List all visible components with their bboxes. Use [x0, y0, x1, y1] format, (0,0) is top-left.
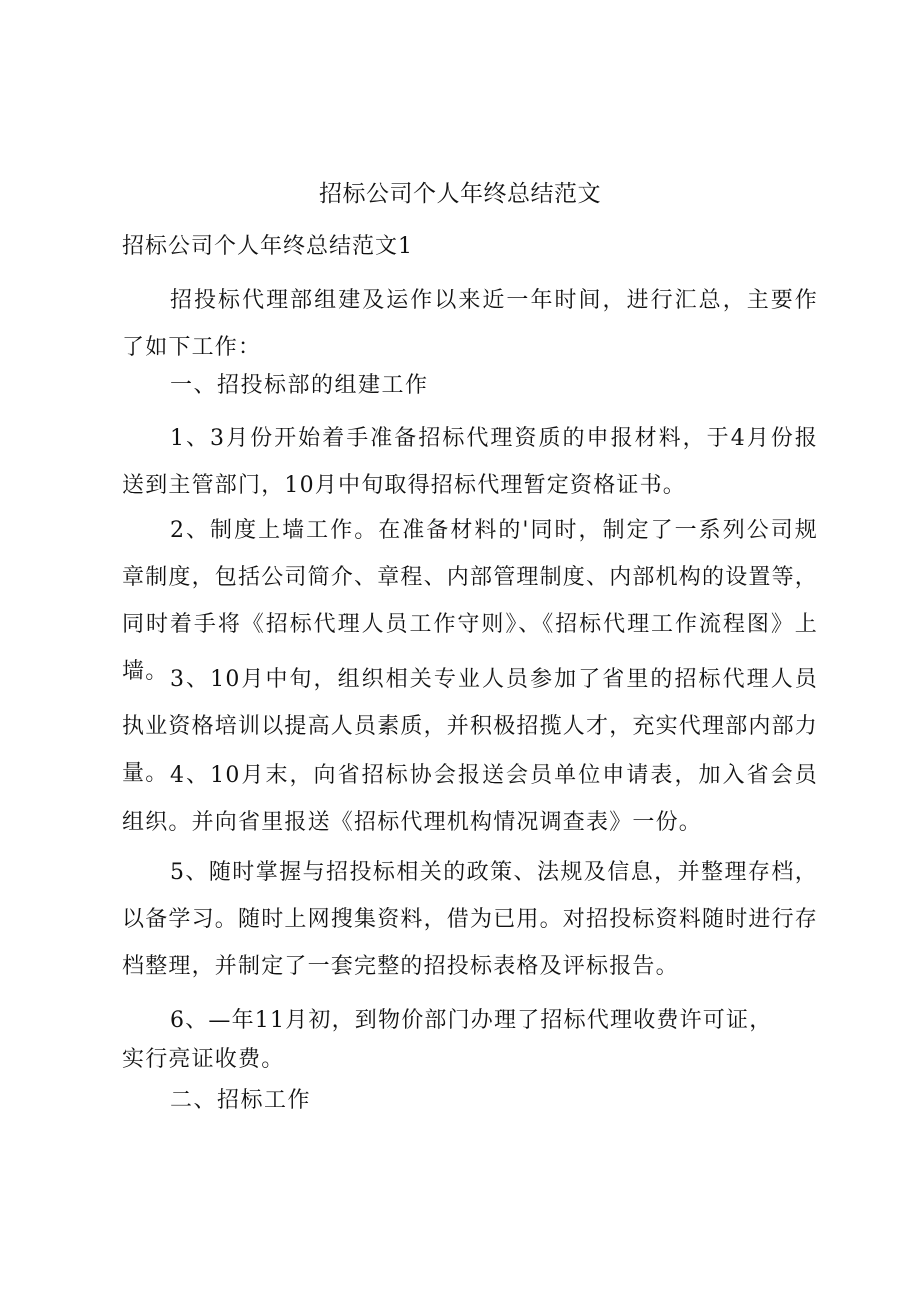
intro-paragraph: 招投标代理部组建及运作以来近一年时间，进行汇总，主要作了如下工作： — [122, 288, 818, 360]
item-6-line-1: 6、—年11月初，到物价部门办理了招标代理收费许可证， — [170, 1008, 773, 1033]
item-paragraph-3: 3、10月中旬，组织相关专业人员参加了省里的招标代理人员执业资格培训以提高人员素质，并积极招揽人才，充实代理部内部力量。 — [122, 667, 819, 786]
item-6-line-2: 实行亮证收费。 — [122, 1047, 285, 1072]
item-paragraph-5: 5、随时掌握与招投标相关的政策、法规及信息，并整理存档，以备学习。随时上网搜集资料，借为已用。对招投标资料随时进行存档整理，并制定了一套完整的招投标表格及评标报告。 — [122, 860, 819, 979]
document-title: 招标公司个人年终总结范文 — [319, 181, 601, 207]
item-paragraph-2: 2、制度上墙工作。在准备材料的'同时，制定了一系列公司规章制度，包括公司简介、章程、内部管理制度、内部机构的设置等，同时着手将《招标代理人员工作守则》、《招标代理工作流程图》上墙。 — [122, 518, 819, 684]
section-heading-2: 二、招标工作 — [170, 1088, 312, 1113]
item-paragraph-6 — [122, 997, 818, 1083]
item-paragraph-4: 4、10月末，向省招标协会报送会员单位申请表，加入省会员组织。并向省里报送《招标代理机构情况调查表》一份。 — [122, 763, 818, 835]
document-subtitle: 招标公司个人年终总结范文1 — [122, 234, 413, 259]
item-paragraph-1: 1、3月份开始着手准备招标代理资质的申报材料，于4月份报送到主管部门，10月中旬取得招标代理暂定资格证书。 — [122, 426, 818, 498]
section-heading-1: 一、招投标部的组建工作 — [170, 373, 429, 398]
